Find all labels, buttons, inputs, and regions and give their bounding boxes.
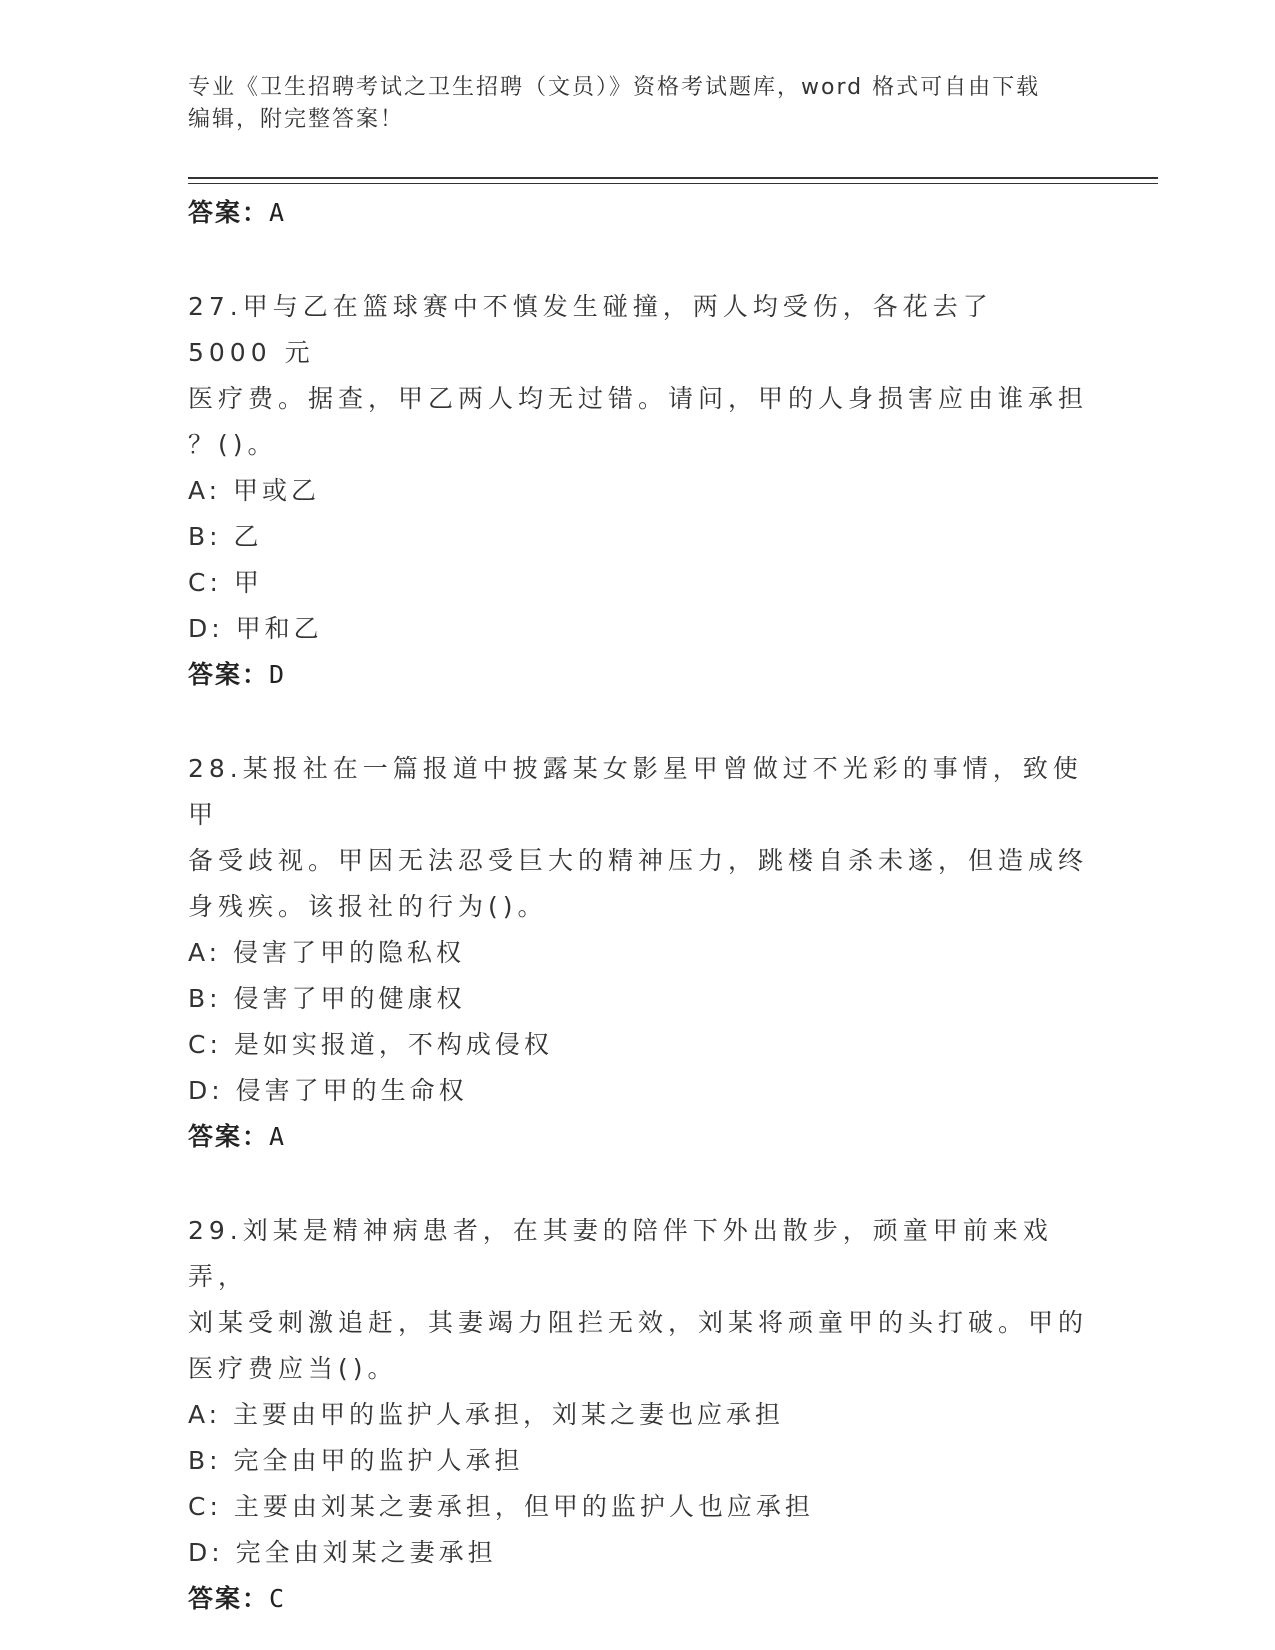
answer-line (188, 1114, 1088, 1160)
question-block (188, 284, 1088, 698)
question-text-line: 27.甲与乙在篮球赛中不慎发生碰撞，两人均受伤，各花去了 5000 元 (188, 292, 993, 367)
header-line-1: 专业《卫生招聘考试之卫生招聘（文员）》资格考试题库，word 格式可自由下载 (188, 75, 1041, 100)
question-text-line: 29.刘某是精神病患者，在其妻的陪伴下外出散步，顽童甲前来戏弄， (188, 1216, 1053, 1291)
question-text-line: 28.某报社在一篇报道中披露某女影星甲曾做过不光彩的事情，致使甲 (188, 754, 1083, 829)
option-c: C: 是如实报道，不构成侵权 (188, 1030, 553, 1059)
option-b: B: 乙 (188, 522, 263, 551)
answer-line (188, 190, 1088, 236)
question-text-line: 刘某受刺激追赶，其妻竭力阻拦无效，刘某将顽童甲的头打破。甲的 (188, 1308, 1089, 1337)
answer-label: 答案： (188, 1122, 270, 1151)
header-line-2: 编辑，附完整答案！ (188, 107, 405, 132)
header-divider-thin (188, 183, 1158, 184)
answer-value: A (269, 1122, 287, 1151)
question-block (188, 746, 1088, 1160)
option-d: D: 完全由刘某之妻承担 (188, 1538, 497, 1567)
option-c: C: 主要由刘某之妻承担，但甲的监护人也应承担 (188, 1492, 814, 1521)
option-d: D: 甲和乙 (188, 614, 323, 643)
answer-line (188, 1576, 1088, 1622)
option-b: B: 侵害了甲的健康权 (188, 984, 466, 1013)
document-body (188, 190, 1088, 1622)
option-d: D: 侵害了甲的生命权 (188, 1076, 468, 1105)
option-c: C: 甲 (188, 568, 263, 597)
header-divider-thick (188, 177, 1158, 179)
question-text-line: 身残疾。该报社的行为()。 (188, 892, 548, 921)
question-text-line: 医疗费应当()。 (188, 1354, 398, 1383)
question-text-line: ？()。 (188, 430, 278, 459)
answer-line (188, 652, 1088, 698)
answer-label: 答案： (188, 198, 270, 227)
page-header (188, 72, 1088, 136)
option-a: A: 甲或乙 (188, 476, 321, 505)
option-a: A: 主要由甲的监护人承担，刘某之妻也应承担 (188, 1400, 785, 1429)
question-text-line: 备受歧视。甲因无法忍受巨大的精神压力，跳楼自杀未遂，但造成终 (188, 846, 1089, 875)
option-a: A: 侵害了甲的隐私权 (188, 938, 466, 967)
question-text-line: 医疗费。据查，甲乙两人均无过错。请问，甲的人身损害应由谁承担 (188, 384, 1089, 413)
question-block (188, 1208, 1088, 1622)
answer-value: A (269, 198, 287, 227)
answer-label: 答案： (188, 660, 270, 689)
answer-label: 答案： (188, 1584, 270, 1613)
answer-value: D (269, 660, 287, 689)
option-b: B: 完全由甲的监护人承担 (188, 1446, 524, 1475)
answer-value: C (269, 1584, 287, 1613)
